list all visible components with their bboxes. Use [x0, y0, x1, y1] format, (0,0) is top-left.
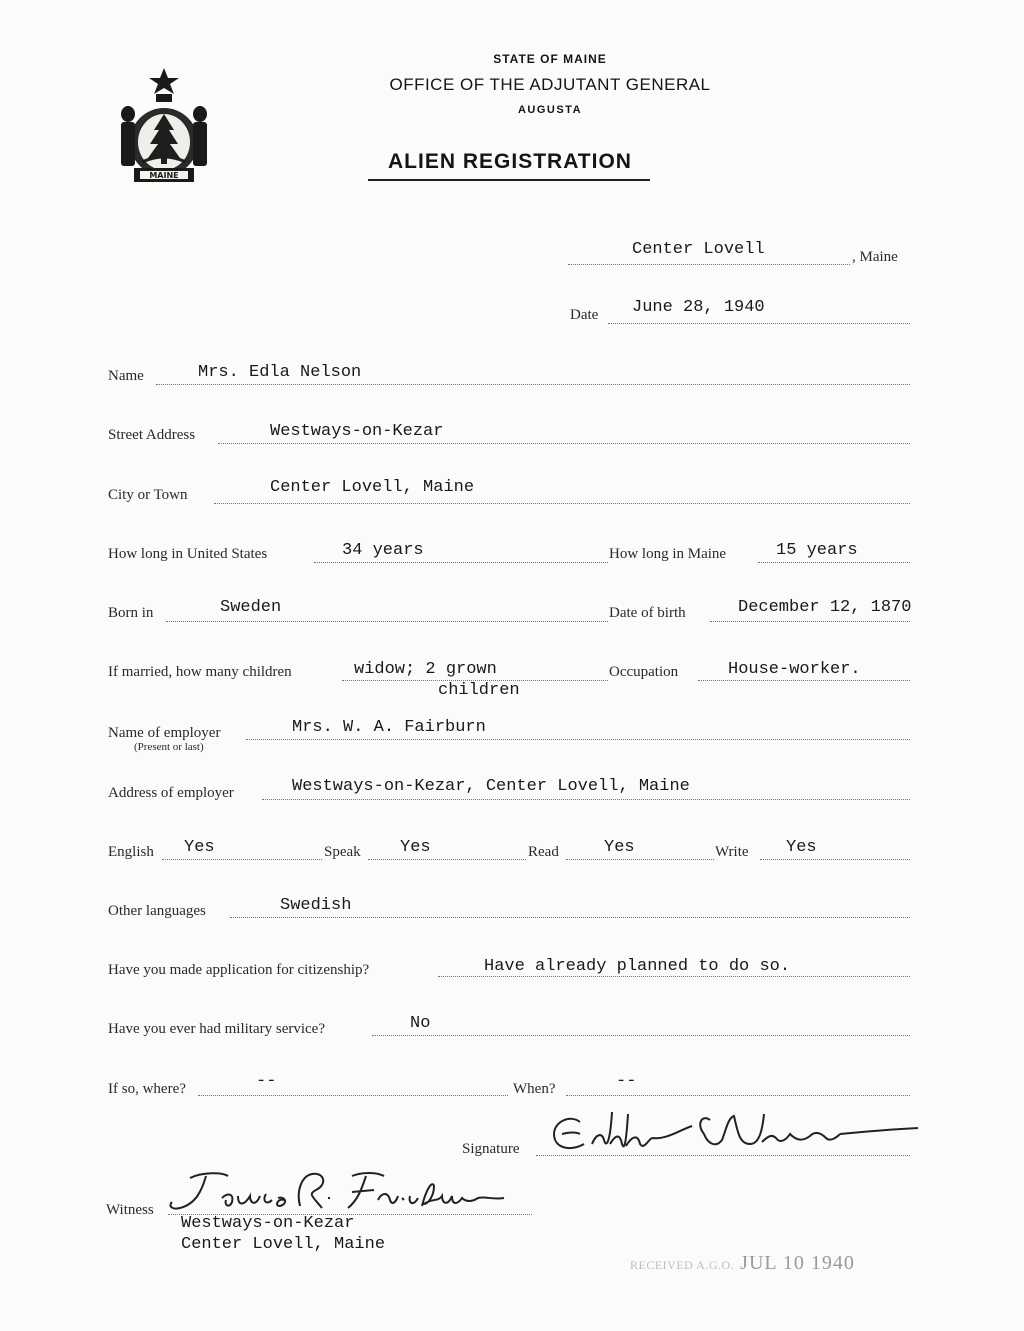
military-value: No	[410, 1014, 431, 1033]
military-line	[372, 1035, 910, 1036]
street-value: Westways-on-Kezar	[270, 422, 444, 441]
form-title: ALIEN REGISTRATION	[388, 150, 632, 173]
witness-address-line1: Westways-on-Kezar	[181, 1214, 355, 1233]
english-label: English	[108, 844, 154, 860]
header-state: STATE OF MAINE	[493, 52, 607, 66]
received-stamp	[630, 1252, 855, 1275]
children-label: If married, how many children	[108, 664, 292, 680]
header-office: OFFICE OF THE ADJUTANT GENERAL	[389, 75, 711, 94]
employer-value: Mrs. W. A. Fairburn	[292, 718, 486, 737]
date-line	[608, 323, 910, 324]
citizenship-line	[438, 976, 910, 977]
applicant-signature	[540, 1104, 930, 1164]
us-duration-value: 34 years	[342, 541, 424, 560]
dob-label: Date of birth	[609, 605, 686, 621]
title-underline	[368, 179, 650, 181]
born-in-label: Born in	[108, 605, 154, 621]
street-label: Street Address	[108, 427, 196, 443]
read-value: Yes	[604, 838, 635, 857]
maine-duration-line	[758, 562, 910, 563]
write-label: Write	[715, 844, 749, 860]
children-value-line1: widow; 2 grown	[354, 660, 497, 679]
speak-label: Speak	[324, 844, 361, 860]
english-value: Yes	[184, 838, 215, 857]
employer-label: Name of employer	[108, 725, 221, 741]
witness-label: Witness	[106, 1202, 154, 1218]
occupation-label: Occupation	[609, 664, 679, 680]
dob-value: December 12, 1870	[738, 598, 912, 617]
name-label: Name	[108, 368, 144, 384]
read-label: Read	[528, 844, 559, 860]
write-line	[760, 859, 910, 860]
employer-address-label: Address of employer	[108, 785, 234, 801]
date-value: June 28, 1940	[632, 298, 765, 317]
citizenship-value: Have already planned to do so.	[484, 957, 791, 976]
place-line	[568, 264, 850, 265]
other-languages-line	[230, 917, 910, 918]
us-duration-line	[314, 562, 608, 563]
speak-line	[368, 859, 526, 860]
date-label: Date	[570, 307, 599, 323]
city-label: City or Town	[108, 487, 188, 503]
military-label: Have you ever had military service?	[108, 1021, 325, 1037]
state-seal-icon	[112, 64, 216, 188]
occupation-value: House-worker.	[728, 660, 861, 679]
when-line	[566, 1095, 910, 1096]
children-value-line2: children	[438, 681, 520, 700]
signature-label: Signature	[462, 1141, 520, 1157]
read-line	[566, 859, 714, 860]
stamp-date: JUL 10 1940	[740, 1252, 855, 1274]
employer-address-line	[262, 799, 910, 800]
witness-address-line2: Center Lovell, Maine	[181, 1235, 386, 1254]
svg-text:MAINE: MAINE	[149, 171, 179, 180]
born-in-line	[166, 621, 608, 622]
street-line	[218, 443, 910, 444]
when-label: When?	[513, 1081, 556, 1097]
where-line	[198, 1095, 508, 1096]
where-value: --	[256, 1072, 277, 1091]
occupation-line	[698, 680, 910, 681]
header-city: AUGUSTA	[517, 104, 583, 116]
born-in-value: Sweden	[220, 598, 282, 617]
employer-sublabel: (Present or last)	[134, 741, 204, 753]
place-value: Center Lovell	[632, 240, 765, 259]
write-value: Yes	[786, 838, 817, 857]
name-line	[156, 384, 910, 385]
speak-value: Yes	[400, 838, 431, 857]
stamp-prefix: RECEIVED A.G.O.	[630, 1258, 735, 1272]
when-value: --	[616, 1072, 637, 1091]
employer-address-value: Westways-on-Kezar, Center Lovell, Maine	[292, 777, 690, 796]
place-suffix: , Maine	[852, 249, 898, 265]
us-duration-label: How long in United States	[108, 546, 268, 562]
maine-duration-label: How long in Maine	[609, 546, 727, 562]
english-line	[162, 859, 322, 860]
city-line	[214, 503, 910, 504]
city-value: Center Lovell, Maine	[270, 478, 475, 497]
name-value: Mrs. Edla Nelson	[198, 363, 362, 382]
maine-duration-value: 15 years	[776, 541, 858, 560]
other-languages-value: Swedish	[280, 896, 352, 915]
other-languages-label: Other languages	[108, 903, 206, 919]
citizenship-label: Have you made application for citizenship?	[108, 962, 370, 978]
dob-line	[710, 621, 910, 622]
employer-line	[246, 739, 910, 740]
where-label: If so, where?	[108, 1081, 186, 1097]
